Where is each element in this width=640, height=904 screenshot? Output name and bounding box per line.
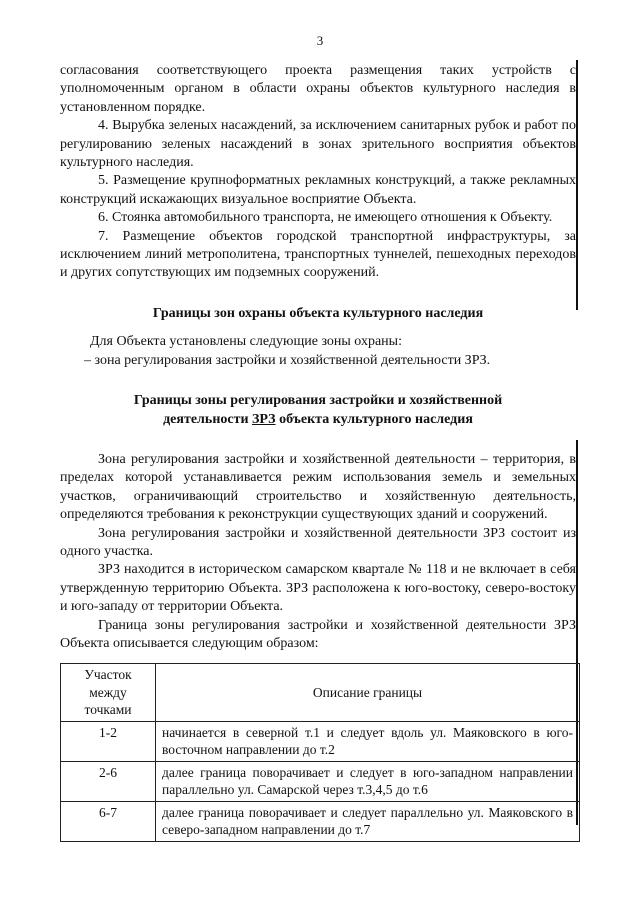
list-item-7: 7. Размещение объектов городской транспортной инфраструктуры, за исключением линий метрополитена, транспортных туннелей, пешеходных переходов и других сопутствующих им подземных сооружений. [60,228,576,281]
zrz-paragraph-2: Зона регулирования застройки и хозяйственной деятельности ЗРЗ состоит из одного участка. [60,525,576,559]
table-row [61,801,580,841]
heading-zrz-abbr: ЗРЗ [252,411,276,427]
table-cell-description: далее граница поворачивает и следует в юго-западном направлении параллельно ул. Самарской через т.3,4,5 до т.6 [156,761,580,801]
document-body [60,62,576,842]
zrz-paragraph-3: ЗРЗ находится в историческом самарском квартале № 118 и не включает в себя утвержденную территорию Объекта. ЗРЗ расположена к юго-востоку, северо-востоку и юго-западу от территории Объекта. [60,562,576,615]
zrz-paragraph-4: Граница зоны регулирования застройки и хозяйственной деятельности ЗРЗ Объекта описывается следующим образом: [60,617,576,651]
table-cell-description: далее граница поворачивает и следует параллельно ул. Маяковского в северо-западном направлении до т.7 [156,801,580,841]
table-row [61,761,580,801]
table-cell-segment: 1-2 [61,721,156,761]
heading-zrz-line1: Границы зоны регулирования застройки и хозяйственной [133,393,503,409]
table-header-description: Описание границы [156,664,580,722]
heading-protection-zones: Границы зон охраны объекта культурного наследия [152,305,484,321]
table-cell-segment: 6-7 [61,801,156,841]
table-header-segment: Участок между точками [61,664,156,722]
zone-list-item: – зона регулирования застройки и хозяйственной деятельности ЗРЗ. [84,352,491,368]
table-cell-segment: 2-6 [61,761,156,801]
heading-zrz-line2-pre: деятельности [163,411,253,427]
intro-paragraph: согласования соответствующего проекта размещения таких устройств с уполномоченным органом в области охраны объектов культурного наследия в установленном порядке. [60,63,576,115]
list-item-5: 5. Размещение крупноформатных рекламных конструкций, а также рекламных конструкций искажающих визуальное восприятие Объекта. [60,173,576,207]
right-margin-line [576,60,578,310]
zrz-paragraph-1: Зона регулирования застройки и хозяйственной деятельности – территория, в пределах которой устанавливается режим использования земель и земельных участков, ограничивающий строительство и хозяйственную деятельность, определяются требования к реконструкции существующих зданий и сооружений. [60,451,576,523]
boundary-table [60,663,580,842]
table-row [61,721,580,761]
table-cell-description: начинается в северной т.1 и следует вдоль ул. Маяковского в юго-восточном направлении до т.2 [156,721,580,761]
heading-zrz-line2-post: объекта культурного наследия [275,411,473,427]
page-number: 3 [316,33,324,48]
heading-zrz [60,392,576,429]
list-item-6: 6. Стоянка автомобильного транспорта, не имеющего отношения к Объекту. [98,210,553,226]
zones-intro: Для Объекта установлены следующие зоны охраны: [90,334,402,350]
list-item-4: 4. Вырубка зеленых насаждений, за исключением санитарных рубок и работ по регулированию зеленых насаждений в зонах зрительного восприятия объектов культурного наследия. [60,118,576,171]
table-header-row [61,664,580,722]
